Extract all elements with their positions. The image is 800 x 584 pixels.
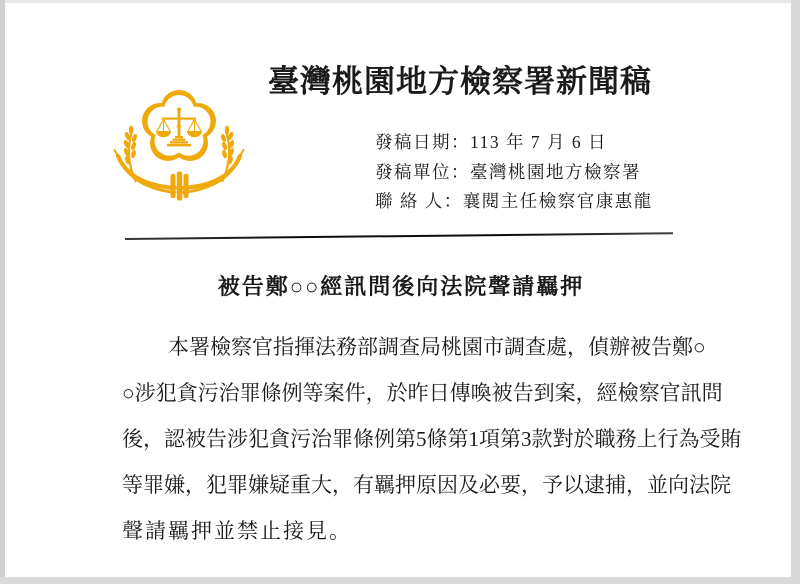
- meta-release-date: 發稿日期：113 年 7 月 6 日: [375, 132, 607, 152]
- body-line: ○涉犯貪污治罪條例等案件，於昨日傳喚被告到案，經檢察官訊問: [122, 381, 723, 405]
- scan-edge-bottom: [0, 577, 800, 584]
- meta-contact-person: 聯 絡 人：襄閱主任檢察官康惠龍: [375, 191, 653, 211]
- page-title: 臺灣桃園地方檢察署新聞稿: [268, 64, 652, 99]
- body-line: 等罪嫌，犯罪嫌疑重大，有羈押原因及必要，予以逮捕，並向法院: [122, 473, 731, 497]
- scan-edge-left: [0, 0, 5, 584]
- press-release-body: [122, 324, 742, 554]
- press-release-subject: 被告鄭○○經訊問後向法院聲請羈押: [217, 274, 585, 299]
- scan-edge-top: [0, 0, 800, 3]
- scan-edge-right: [791, 0, 800, 584]
- emblem-graphic: [112, 84, 246, 204]
- body-line: 聲請羈押並禁止接見。: [122, 519, 352, 543]
- prosecutors-office-emblem-logo: [112, 84, 246, 204]
- meta-issuing-unit: 發稿單位：臺灣桃園地方檢察署: [375, 161, 641, 182]
- press-release-meta: [375, 128, 653, 217]
- body-line: 本署檢察官指揮法務部調查局桃園市調查處，偵辦被告鄭○: [168, 335, 706, 359]
- body-line: 後，認被告涉犯貪污治罪條例第5條第1項第3款對於職務上行為受賄: [122, 427, 742, 451]
- header-divider-line: [125, 232, 673, 240]
